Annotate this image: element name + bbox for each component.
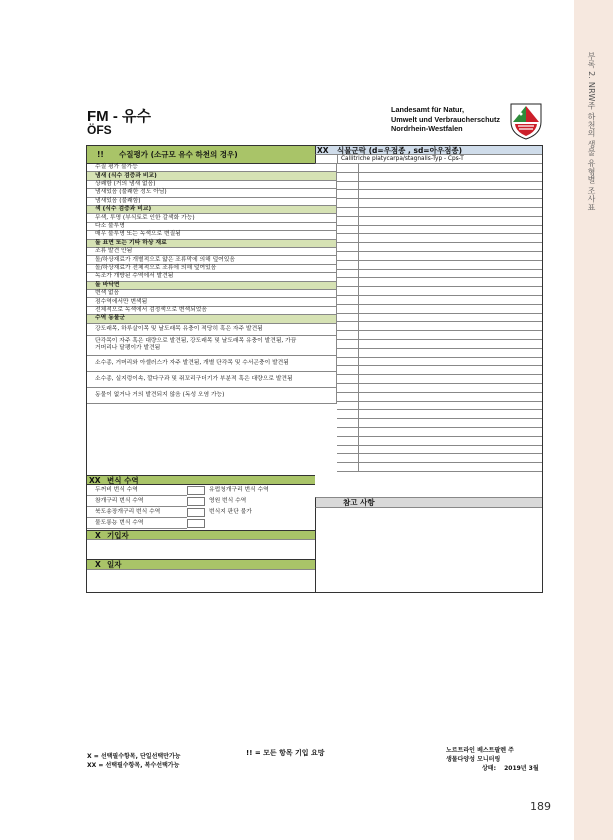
community-checkbox[interactable] xyxy=(337,261,359,270)
community-entry[interactable] xyxy=(359,164,542,173)
community-checkbox[interactable] xyxy=(337,217,359,226)
community-checkbox[interactable] xyxy=(337,349,359,358)
community-checkbox[interactable] xyxy=(337,208,359,217)
community-entry[interactable] xyxy=(359,410,542,419)
program-line-2: 생물다양성 모니터링 xyxy=(446,756,501,763)
legend-select xyxy=(87,752,181,770)
breeding-option: 영원 번식 수역 xyxy=(209,498,247,504)
recorder-field[interactable] xyxy=(87,540,315,560)
water-quality-header xyxy=(87,146,315,164)
criteria-row: 상쾌함 (거의 냄새 없음) xyxy=(87,181,315,189)
single-select-mark: X xyxy=(95,530,101,540)
community-entry[interactable] xyxy=(359,366,542,375)
community-entry[interactable] xyxy=(359,375,542,384)
community-checkbox[interactable] xyxy=(337,278,359,287)
community-entry[interactable] xyxy=(359,393,542,402)
community-checkbox[interactable] xyxy=(337,446,359,455)
criteria-checkbox xyxy=(315,206,337,214)
breeding-checkbox[interactable] xyxy=(187,519,205,528)
agency-name xyxy=(391,105,500,134)
community-checkbox[interactable] xyxy=(337,234,359,243)
section-heading: 색 (식수 검증과 비교) xyxy=(87,206,315,214)
criteria-row: 냄새있음 (불쾌함) xyxy=(87,198,315,206)
breeding-option: 북도송장개구리 번식 수역 xyxy=(87,507,187,518)
breeding-option: 유럽청개구리 번식 수역 xyxy=(209,487,269,493)
criteria-row: 매우 불투명 또는 녹색으로 변질됨 xyxy=(87,231,315,239)
criteria-row: 소수종, 실지렁이속, 깔다구과 및 쥐꼬리구더기가 부분적 혹은 대량으로 발견됨 xyxy=(87,372,315,388)
breeding-checkbox[interactable] xyxy=(187,497,205,506)
criteria-checkbox[interactable] xyxy=(315,181,337,189)
community-entry[interactable] xyxy=(359,296,542,305)
community-checkbox[interactable] xyxy=(337,164,359,173)
legend-single: X = 선택필수항목, 단일선택만가능 xyxy=(87,753,181,760)
date-title: 일자 xyxy=(107,560,122,569)
legend-multi: XX = 선택필수항목, 복수선택가능 xyxy=(87,762,180,769)
community-entry[interactable] xyxy=(359,358,542,367)
criteria-row: 녹조가 개방된 수역에서 발견됨 xyxy=(87,273,315,281)
criteria-row: 다소 불투명 xyxy=(87,223,315,231)
notes-title: 참고 사항 xyxy=(343,498,375,507)
community-checkbox[interactable] xyxy=(337,314,359,323)
community-entry[interactable] xyxy=(359,322,542,331)
criteria-row: 동물이 없거나 거의 발견되지 않음 (독성 오염 가능) xyxy=(87,388,315,404)
community-entry[interactable] xyxy=(359,217,542,226)
criteria-checkbox[interactable] xyxy=(315,248,337,256)
community-checkbox[interactable] xyxy=(337,287,359,296)
plant-community-header xyxy=(315,146,542,155)
criteria-row: 점수역에서만 변색됨 xyxy=(87,298,315,306)
survey-form xyxy=(86,145,543,593)
criteria-row: 돌/하상재료가 전체적으로 조류에 의해 덮여있음 xyxy=(87,265,315,273)
criteria-row: 무색, 투명 (부식토로 인한 갈색화 가능) xyxy=(87,214,315,222)
community-checkbox[interactable] xyxy=(337,199,359,208)
program-info xyxy=(446,746,539,773)
community-entry[interactable] xyxy=(359,305,542,314)
criteria-checkbox xyxy=(315,282,337,290)
community-entry[interactable] xyxy=(359,261,542,270)
community-checkbox[interactable] xyxy=(337,340,359,349)
criteria-checkbox xyxy=(315,240,337,248)
community-entry[interactable] xyxy=(359,252,542,261)
agency-line-1: Landesamt für Natur, xyxy=(391,105,464,114)
recorder-header xyxy=(87,530,315,540)
criteria-row: 돌/하상재료가 개별적으로 얇은 조류막에 의해 덮여있음 xyxy=(87,256,315,264)
criteria-checkbox[interactable] xyxy=(315,307,337,315)
community-checkbox[interactable] xyxy=(337,331,359,340)
multi-select-mark: XX xyxy=(317,145,329,155)
community-checkbox[interactable] xyxy=(337,190,359,199)
community-entry[interactable] xyxy=(359,463,542,472)
criteria-row: 변색 없음 xyxy=(87,290,315,298)
criteria-checkbox[interactable] xyxy=(315,298,337,306)
criteria-row: 조류 발견 안됨 xyxy=(87,248,315,256)
community-checkbox[interactable] xyxy=(337,463,359,472)
community-entry[interactable] xyxy=(359,270,542,279)
breeding-title: 변식 수역 xyxy=(107,475,139,485)
criteria-checkbox[interactable] xyxy=(315,256,337,264)
community-entry[interactable] xyxy=(359,314,542,323)
community-entry[interactable] xyxy=(359,402,542,411)
criteria-checkbox[interactable] xyxy=(315,189,337,197)
breeding-checkbox[interactable] xyxy=(187,486,205,495)
community-checkbox[interactable] xyxy=(337,437,359,446)
criteria-checkbox[interactable] xyxy=(315,336,337,356)
recorder-title: 기입자 xyxy=(107,530,129,540)
section-heading: 냄새 (식수 검증과 비교) xyxy=(87,172,315,180)
criteria-row: 소수종, 거머리와 아셀러스가 자주 발견됨, 개별 단각목 및 수서곤충이 발견됨 xyxy=(87,356,315,372)
community-checkbox[interactable] xyxy=(337,182,359,191)
criteria-checkbox[interactable] xyxy=(315,290,337,298)
single-select-mark: X xyxy=(95,560,101,569)
community-checkbox[interactable] xyxy=(337,252,359,261)
criteria-checkbox xyxy=(315,172,337,180)
criteria-checkbox[interactable] xyxy=(315,223,337,231)
breeding-option: 번식지 판단 불가 xyxy=(209,509,252,515)
community-checkbox[interactable] xyxy=(337,296,359,305)
community-entry[interactable] xyxy=(359,454,542,463)
breeding-option: 두꺼비 번식 수역 xyxy=(87,485,187,496)
community-entry[interactable] xyxy=(359,208,542,217)
breeding-option: 참개구리 번식 수역 xyxy=(87,496,187,507)
community-entry[interactable] xyxy=(359,173,542,182)
criteria-checkbox[interactable] xyxy=(315,231,337,239)
page-number: 189 xyxy=(530,800,551,813)
plant-community-row xyxy=(315,155,542,164)
criteria-checkbox[interactable] xyxy=(315,198,337,206)
community-checkbox[interactable] xyxy=(337,322,359,331)
section-heading: 돌 바닥면 xyxy=(87,282,315,290)
criteria-row: 전체적으로 녹색에서 검정색으로 변색되었음 xyxy=(87,307,315,315)
community-name: Callitriche platycarpa/stagnalis-Typ - Cps-T xyxy=(341,156,464,162)
criteria-row: 단각목이 자주 혹은 대량으로 발견됨, 강도래목 및 날도래목 유충이 발견됨, 가끔 거머리나 달팽이가 발견됨 xyxy=(87,336,315,356)
community-entry[interactable] xyxy=(359,182,542,191)
status-date: 2019년 3월 xyxy=(504,765,539,772)
community-entry[interactable] xyxy=(359,446,542,455)
program-line-1: 노르트라인 베스트팔렌 주 xyxy=(446,747,514,754)
criteria-checkbox[interactable] xyxy=(315,372,337,388)
criteria-row: 냄새있음 (불쾌한 정도 아님) xyxy=(87,189,315,197)
community-entry[interactable] xyxy=(359,278,542,287)
community-entry[interactable] xyxy=(359,199,542,208)
community-checkbox[interactable] xyxy=(337,305,359,314)
community-entry[interactable] xyxy=(359,287,542,296)
criteria-checkbox[interactable] xyxy=(315,164,337,172)
notes-field[interactable] xyxy=(315,508,542,592)
community-checkbox[interactable] xyxy=(337,243,359,252)
date-header xyxy=(87,560,315,570)
community-entry[interactable] xyxy=(359,243,542,252)
status-label: 상태: xyxy=(482,765,496,772)
legend-required: !! = 모든 항목 기입 요망 xyxy=(246,749,325,757)
section-heading: 돌 표면 또는 기타 하상 재료 xyxy=(87,240,315,248)
nrw-coat-of-arms-icon xyxy=(509,102,543,140)
status-line xyxy=(446,764,539,773)
agency-line-2: Umwelt und Verbraucherschutz xyxy=(391,114,501,124)
community-checkbox[interactable] xyxy=(337,375,359,384)
community-checkbox[interactable] xyxy=(337,226,359,235)
required-mark: !! xyxy=(97,150,104,159)
community-checkbox[interactable] xyxy=(337,173,359,182)
breeding-checkbox[interactable] xyxy=(187,508,205,517)
community-checkbox[interactable] xyxy=(337,428,359,437)
community-checkbox[interactable] xyxy=(337,358,359,367)
community-checkbox[interactable] xyxy=(337,270,359,279)
criteria-checkbox[interactable] xyxy=(315,324,337,336)
criteria-row: 수질 평가 불가능 xyxy=(87,164,315,172)
community-checkbox[interactable] xyxy=(337,410,359,419)
community-entry[interactable] xyxy=(359,234,542,243)
community-checkbox[interactable] xyxy=(337,454,359,463)
community-entry[interactable] xyxy=(359,437,542,446)
breeding-header xyxy=(87,475,315,485)
criteria-checkbox xyxy=(315,315,337,323)
form-subtitle: ÖFS xyxy=(87,123,112,137)
community-entry[interactable] xyxy=(359,428,542,437)
criteria-checkbox[interactable] xyxy=(315,273,337,281)
criteria-row: 강도래목, 하루살이목 및 날도래목 유충이 적당히 혹은 자주 발견됨 xyxy=(87,324,315,336)
community-checkbox[interactable] xyxy=(337,366,359,375)
date-field[interactable] xyxy=(87,570,315,592)
community-checkbox[interactable] xyxy=(337,384,359,393)
community-checkbox[interactable] xyxy=(337,419,359,428)
community-checkbox[interactable] xyxy=(337,402,359,411)
community-entry[interactable] xyxy=(359,349,542,358)
criteria-checkbox[interactable] xyxy=(315,214,337,222)
community-entry[interactable] xyxy=(359,331,542,340)
agency-line-3: Nordrhein-Westfalen xyxy=(391,124,463,133)
criteria-checkbox[interactable] xyxy=(315,388,337,404)
section-heading: 수역 동물군 xyxy=(87,315,315,323)
water-quality-title: 수질평가 (소규모 유수 하천의 경우) xyxy=(119,150,238,159)
community-entry[interactable] xyxy=(359,190,542,199)
community-entry[interactable] xyxy=(359,384,542,393)
community-entry[interactable] xyxy=(359,340,542,349)
community-checkbox[interactable] xyxy=(316,155,338,163)
community-checkbox[interactable] xyxy=(337,393,359,402)
sidebar-caption: 부록 2. NRW주 하천의 생물 유형별 조사표 xyxy=(587,52,596,212)
community-entry[interactable] xyxy=(359,226,542,235)
plant-community-title: 식물군락 (d=우점종 , sd=아우점종) xyxy=(337,145,463,155)
community-entry[interactable] xyxy=(359,419,542,428)
form-title: FM - 유수 xyxy=(87,108,151,125)
criteria-checkbox[interactable] xyxy=(315,356,337,372)
criteria-checkbox[interactable] xyxy=(315,265,337,273)
multi-select-mark: XX xyxy=(89,475,101,485)
notes-header xyxy=(315,497,542,508)
breeding-option: 물도롱뇽 번식 수역 xyxy=(87,518,187,529)
